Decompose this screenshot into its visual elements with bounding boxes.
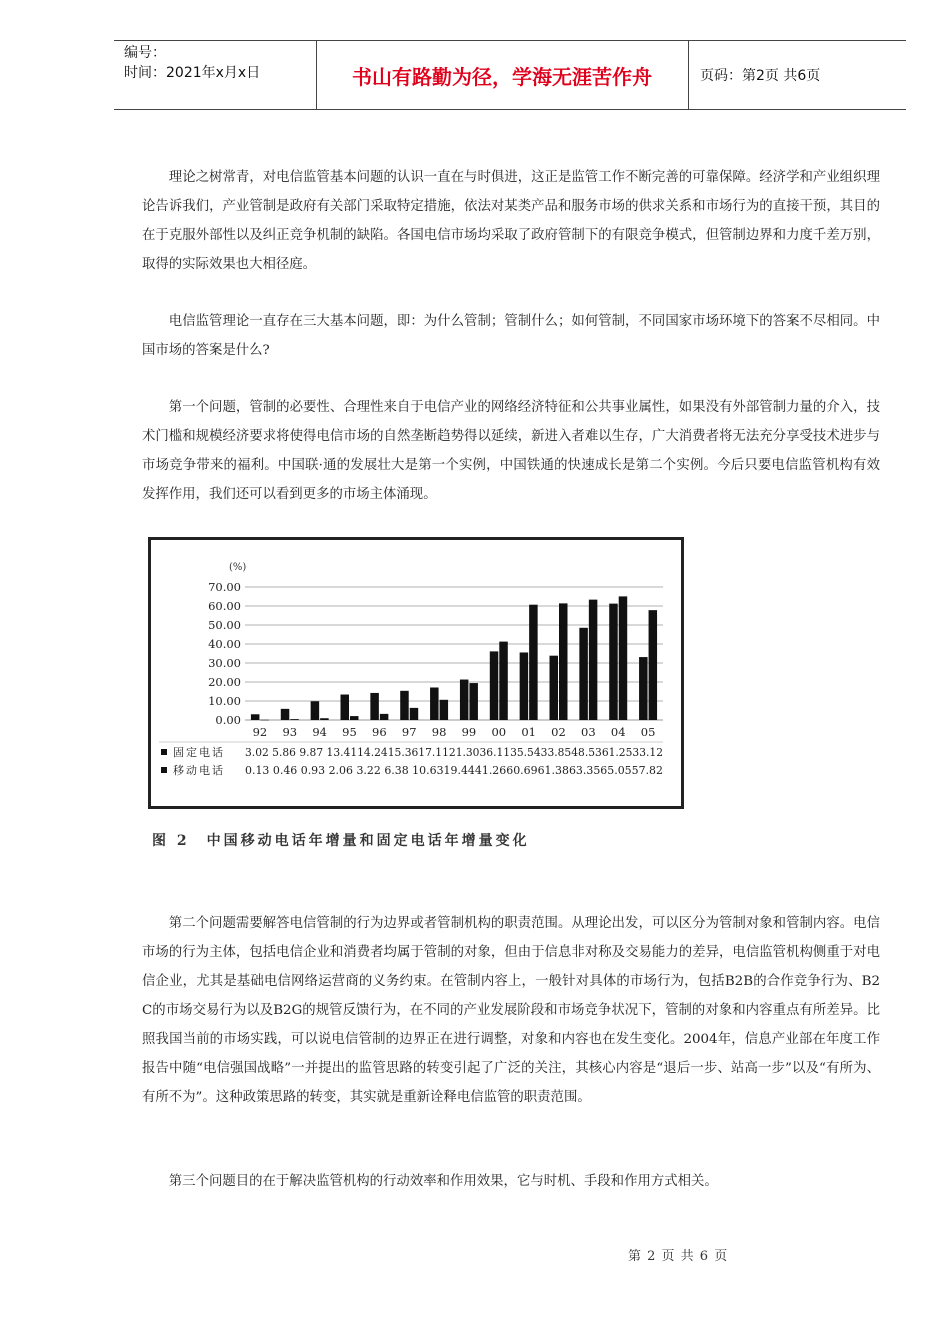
x-tick-label: 96 — [372, 725, 387, 739]
bar-fixed-phone — [251, 714, 260, 720]
bar-fixed-phone — [400, 691, 409, 720]
legend-swatch — [161, 749, 167, 755]
header-time-label: 时间：2021年x月x日 — [124, 65, 261, 81]
y-tick-label: 50.00 — [208, 618, 241, 632]
paragraph-question-three: 第三个问题目的在于解决监管机构的行动效率和作用效果，它与时机、手段和作用方式相关。 — [168, 1174, 718, 1189]
x-tick-label: 95 — [342, 725, 357, 739]
data-table-row: 3.02 5.86 9.87 13.4114.2415.3617.1121.3036.1135.5433.8548.5361.2533.12 — [245, 745, 663, 759]
bar-fixed-phone — [370, 693, 379, 720]
paragraph-question-one: 第一个问题，管制的必要性、合理性来自于电信产业的网络经济特征和公共事业属性，如果没有外部管制力量的介入，技术门槛和规模经济要求将使得电信市场的自然垄断趋势得以延续，新进入者难以生存，广大消费者将无法充分享受技术进步与市场竞争带来的福利。中国联·通的发展壮大是第一个实例，中国铁通的快速成长是第二个实例。今后只要电信监管机构有效发挥作用，我们还可以看到更多的市场主体涌现。 — [142, 400, 880, 502]
legend-swatch — [161, 767, 167, 773]
y-tick-label: 30.00 — [208, 656, 241, 670]
bar-mobile-phone — [320, 718, 329, 720]
x-tick-label: 92 — [252, 725, 268, 739]
bar-fixed-phone — [550, 656, 559, 720]
y-tick-label: 10.00 — [208, 694, 241, 708]
bar-fixed-phone — [490, 651, 499, 720]
paragraph-three-questions: 电信监管理论一直存在三大基本问题，即：为什么管制；管制什么；如何管制，不同国家市场环境下的答案不尽相同。中国市场的答案是什么? — [142, 314, 880, 358]
x-tick-label: 04 — [610, 725, 626, 739]
page-footer: 第 2 页 共 6 页 — [628, 1249, 729, 1264]
x-tick-label: 02 — [551, 725, 566, 739]
bar-mobile-phone — [440, 700, 449, 720]
data-table-row: 0.13 0.46 0.93 2.06 3.22 6.38 10.6319.4441.2660.6961.3863.3565.0557.82 — [245, 763, 663, 777]
bar-mobile-phone — [499, 642, 508, 720]
y-tick-label: 70.00 — [208, 580, 241, 594]
paragraph-question-two: 第二个问题需要解答电信管制的行为边界或者管制机构的职责范围。从理论出发，可以区分为管制对象和管制内容。电信市场的行为主体，包括电信企业和消费者均属于管制的对象，但由于信息非对称及交易能力的差异，电信监管机构侧重于对电信企业，尤其是基础电信网络运营商的义务约束。在管制内容上，一般针对具体的市场行为，包括B2B的合作竞争行为、B2C的市场交易行为以及B2G的规管反馈行为，在不同的产业发展阶段和市场竞争状况下，管制的对象和内容重点有所差异。比照我国当前的市场实践，可以说电信管制的边界正在进行调整，对象和内容也在发生变化。2004年，信息产业部在年度工作报告中随“电信强国战略”一并提出的监管思路的转变引起了广泛的关注，其核心内容是“退后一步、站高一步”以及“有所为、有所不为”。这种政策思路的转变，其实就是重新诠释电信监管的职责范围。 — [142, 916, 880, 1105]
header-page-info: 页码：第2页 共6页 — [700, 68, 821, 84]
bar-fixed-phone — [609, 604, 618, 720]
bar-mobile-phone — [529, 605, 538, 720]
x-tick-label: 98 — [431, 725, 447, 739]
bar-mobile-phone — [649, 610, 658, 720]
y-tick-label: 40.00 — [208, 637, 241, 651]
x-tick-label: 03 — [581, 725, 596, 739]
bar-fixed-phone — [311, 701, 320, 720]
y-tick-label: 0.00 — [215, 713, 241, 727]
bar-fixed-phone — [520, 652, 529, 720]
header-motto: 书山有路勤为径，学海无涯苦作舟 — [352, 64, 652, 89]
bar-fixed-phone — [639, 657, 648, 720]
bar-mobile-phone — [290, 719, 299, 720]
x-tick-label: 99 — [461, 725, 477, 739]
bar-mobile-phone — [619, 596, 628, 720]
bar-mobile-phone — [350, 716, 359, 720]
bar-fixed-phone — [341, 695, 350, 720]
x-tick-label: 05 — [640, 725, 656, 739]
bar-mobile-phone — [559, 603, 568, 720]
header-meta — [124, 43, 314, 83]
bar-mobile-phone — [469, 683, 478, 720]
bar-fixed-phone — [430, 687, 439, 720]
figure-caption: 图 2 中国移动电话年增量和固定电话年增量变化 — [152, 833, 530, 849]
y-tick-label: 20.00 — [208, 675, 241, 689]
y-tick-label: 60.00 — [208, 599, 241, 613]
bar-chart — [151, 540, 681, 806]
bar-mobile-phone — [589, 600, 598, 720]
chart-figure — [148, 537, 684, 809]
x-tick-label: 93 — [282, 725, 298, 739]
header-number-label: 编号： — [124, 45, 166, 61]
bar-mobile-phone — [410, 708, 419, 720]
paragraph-theory: 理论之树常青，对电信监管基本问题的认识一直在与时俱进，这正是监管工作不断完善的可靠保障。经济学和产业组织理论告诉我们，产业管制是政府有关部门采取特定措施，依法对某类产品和服务市场的供求关系和市场行为的直接干预，其目的在于克服外部性以及纠正竞争机制的缺陷。各国电信市场均采取了政府管制下的有限竞争模式，但管制边界和力度千差万别，取得的实际效果也大相径庭。 — [142, 170, 880, 272]
legend-label: 固定电话 — [173, 746, 225, 759]
legend-label: 移动电话 — [173, 764, 225, 777]
bar-fixed-phone — [281, 709, 290, 720]
header-divider-right — [688, 41, 689, 109]
x-tick-label: 97 — [401, 725, 417, 739]
bar-fixed-phone — [460, 680, 469, 720]
bar-mobile-phone — [260, 720, 269, 721]
bar-mobile-phone — [380, 714, 389, 720]
x-tick-label: 00 — [491, 725, 507, 739]
y-unit-label: (%) — [229, 562, 247, 573]
bar-fixed-phone — [579, 628, 588, 720]
x-tick-label: 01 — [521, 725, 536, 739]
x-tick-label: 94 — [312, 725, 327, 739]
page-header — [114, 40, 906, 110]
